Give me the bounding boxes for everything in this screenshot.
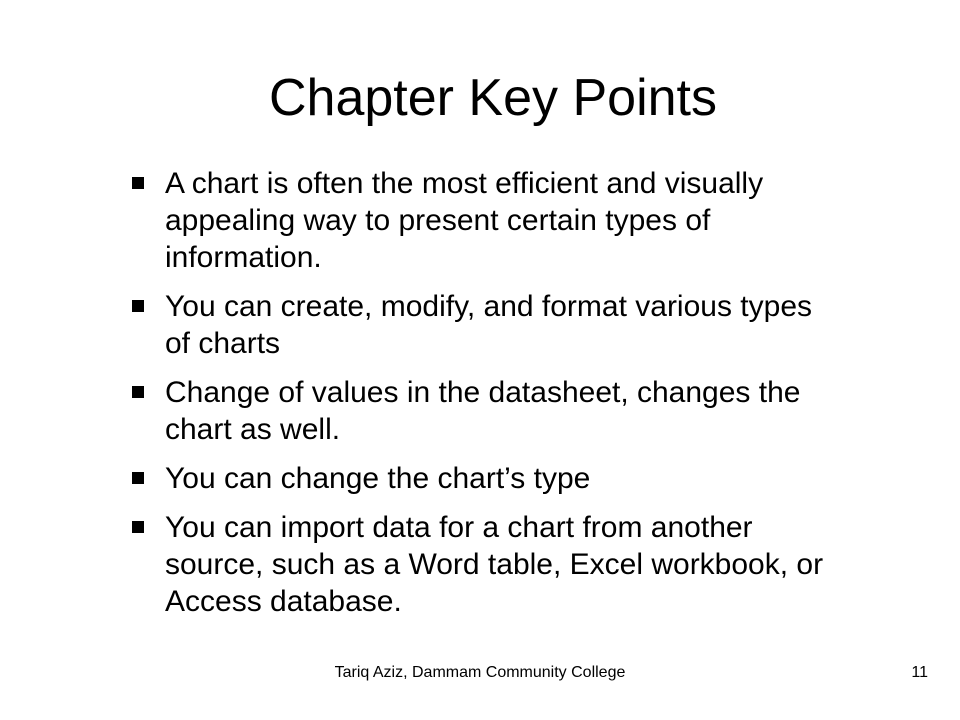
footer-text: Tariq Aziz, Dammam Community College [334, 664, 626, 681]
slide-title: Chapter Key Points [268, 69, 718, 127]
page-number: 11 [911, 664, 928, 681]
bullet-item [128, 374, 828, 448]
square-bullet-icon [132, 177, 144, 189]
bullet-item [128, 288, 828, 362]
square-bullet-icon [132, 300, 144, 312]
bullet-text: A chart is often the most efficient and visually appealing way to present certain types of information. [165, 167, 764, 274]
bullet-item [128, 460, 828, 497]
bullet-text: You can import data for a chart from another source, such as a Word table, Excel workbook, or Access database. [165, 511, 824, 618]
bullet-text: Change of values in the datasheet, changes the chart as well. [165, 376, 801, 446]
bullet-list [128, 165, 828, 632]
square-bullet-icon [132, 521, 144, 533]
square-bullet-icon [132, 472, 144, 484]
bullet-text: You can change the chart’s type [165, 462, 591, 495]
bullet-item [128, 165, 828, 276]
bullet-item [128, 509, 828, 620]
bullet-text: You can create, modify, and format various types of charts [165, 290, 813, 360]
square-bullet-icon [132, 386, 144, 398]
